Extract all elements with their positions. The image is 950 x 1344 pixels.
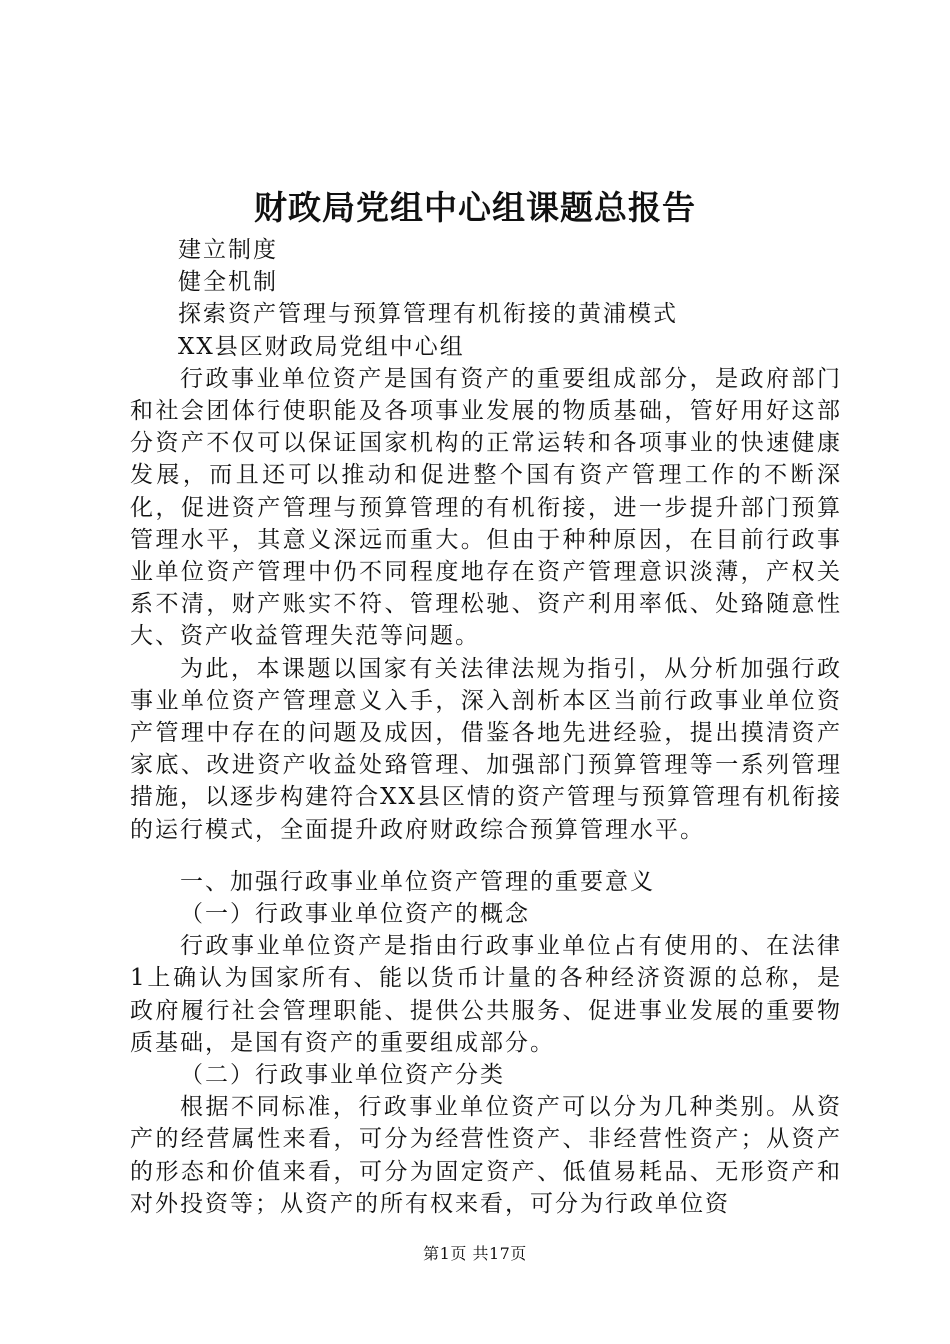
paragraph-concept: 行政事业单位资产是指由行政事业单位占有使用的、在法律1上确认为国家所有、能以货币计量的各种经济资源的总称，是政府履行社会管理职能、提供公共服务、促进事业发展的重要物质基础，是国有资产的重要组成部分。	[130, 933, 842, 1056]
subsection-heading-1-2: （二）行政事业单位资产分类	[180, 1062, 505, 1089]
document-body	[130, 234, 842, 1220]
subtitle-line-1: 建立制度	[178, 237, 278, 263]
section-spacer	[130, 846, 842, 866]
section-heading-1: 一、加强行政事业单位资产管理的重要意义	[180, 868, 655, 895]
document-title: 财政局党组中心组课题总报告	[254, 188, 696, 227]
paragraph-intro: 行政事业单位资产是国有资产的重要组成部分，是政府部门和社会团体行使职能及各项事业发展的物质基础，管好用好这部分资产不仅可以保证国家机构的正常运转和各项事业的快速健康发展，而且还可以推动和促进整个国有资产管理工作的不断深化，促进资产管理与预算管理的有机衔接，进一步提升部门预算管理水平，其意义深远而重大。但由于种种原因，在目前行政事业单位资产管理中仍不同程度地存在资产管理意识淡薄，产权关系不清，财产账实不符、管理松驰、资产利用率低、处臵随意性大、资产收益管理失范等问题。	[130, 365, 842, 650]
subsection-heading-1-1: （一）行政事业单位资产的概念	[180, 901, 530, 928]
page-footer: 第1页 共17页	[423, 1244, 527, 1263]
subtitle-line-3: 探索资产管理与预算管理有机衔接的黄浦模式	[178, 301, 678, 328]
paragraph-classification: 根据不同标准，行政事业单位资产可以分为几种类别。从资产的经营属性来看，可分为经营性资产、非经营性资产；从资产的形态和价值来看，可分为固定资产、低值易耗品、无形资产和对外投资等；从资产的所有权来看，可分为行政单位资	[130, 1094, 842, 1217]
paragraph-purpose: 为此，本课题以国家有关法律法规为指引，从分析加强行政事业单位资产管理意义入手，深入剖析本区当前行政事业单位资产管理中存在的问题及成因，借鉴各地先进经验，提出摸清资产家底、改进资产收益处臵管理、加强部门预算管理等一系列管理措施，以逐步构建符合XX县区情的资产管理与预算管理有机衔接的运行模式，全面提升政府财政综合预算管理水平。	[130, 655, 842, 843]
subtitle-line-2: 健全机制	[178, 269, 278, 296]
author-line: XX县区财政局党组中心组	[178, 333, 465, 360]
